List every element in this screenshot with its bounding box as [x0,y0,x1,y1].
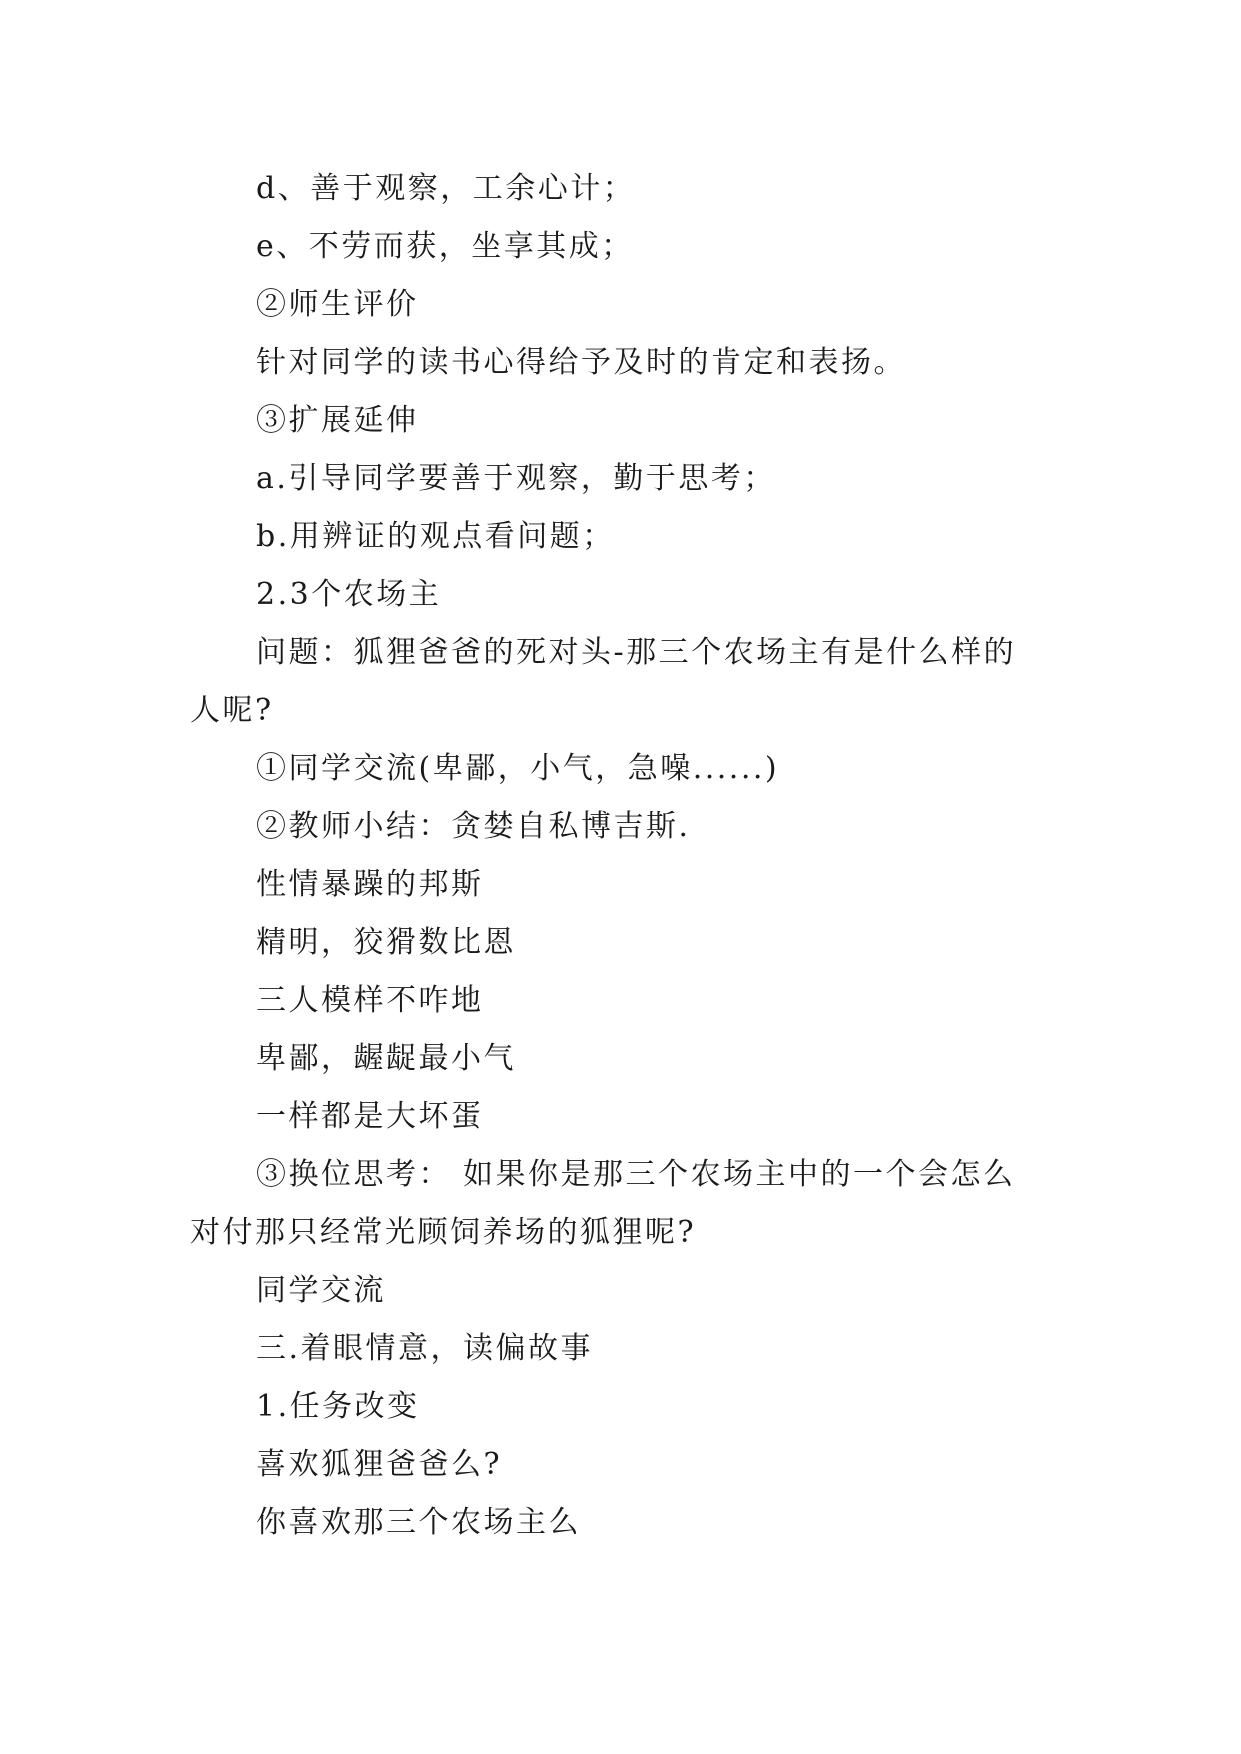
text-line: ①同学交流(卑鄙，小气，急噪......) [256,751,780,786]
text-line: 问题：狐狸爸爸的死对头-那三个农场主有是什么样的 [256,635,1017,670]
section-heading: ②师生评价 [256,287,419,322]
section-heading: 三.着眼情意，读偏故事 [256,1331,594,1366]
text-line: 你喜欢那三个农场主么 [256,1505,581,1540]
section-heading: 1.任务改变 [256,1389,420,1424]
text-line: e、不劳而获，坐享其成； [256,229,634,264]
poem-line: 性情暴躁的邦斯 [256,867,484,902]
document-body [190,160,1050,1552]
text-line: d、善于观察，工余心计； [256,171,636,206]
text-line: 针对同学的读书心得给予及时的肯定和表扬。 [256,345,906,380]
section-heading: 2.3个农场主 [256,577,442,612]
text-line: 喜欢狐狸爸爸么? [256,1447,503,1482]
text-line: a.引导同学要善于观察，勤于思考； [256,461,776,496]
text-line: b.用辨证的观点看问题； [256,519,615,554]
text-line: 同学交流 [256,1273,386,1308]
poem-line: 一样都是大坏蛋 [256,1099,484,1134]
poem-line: 卑鄙，龌龊最小气 [256,1041,516,1076]
text-line: ③换位思考： 如果你是那三个农场主中的一个会怎么 [256,1157,1016,1192]
poem-line: 三人模样不咋地 [256,983,484,1018]
section-heading: ③扩展延伸 [256,403,419,438]
text-line: ②教师小结：贪婪自私博吉斯. [256,809,691,844]
poem-line: 精明，狡猾数比恩 [256,925,516,960]
text-line-continuation: 人呢? [190,693,274,728]
text-line-continuation: 对付那只经常光顾饲养场的狐狸呢? [190,1215,697,1250]
